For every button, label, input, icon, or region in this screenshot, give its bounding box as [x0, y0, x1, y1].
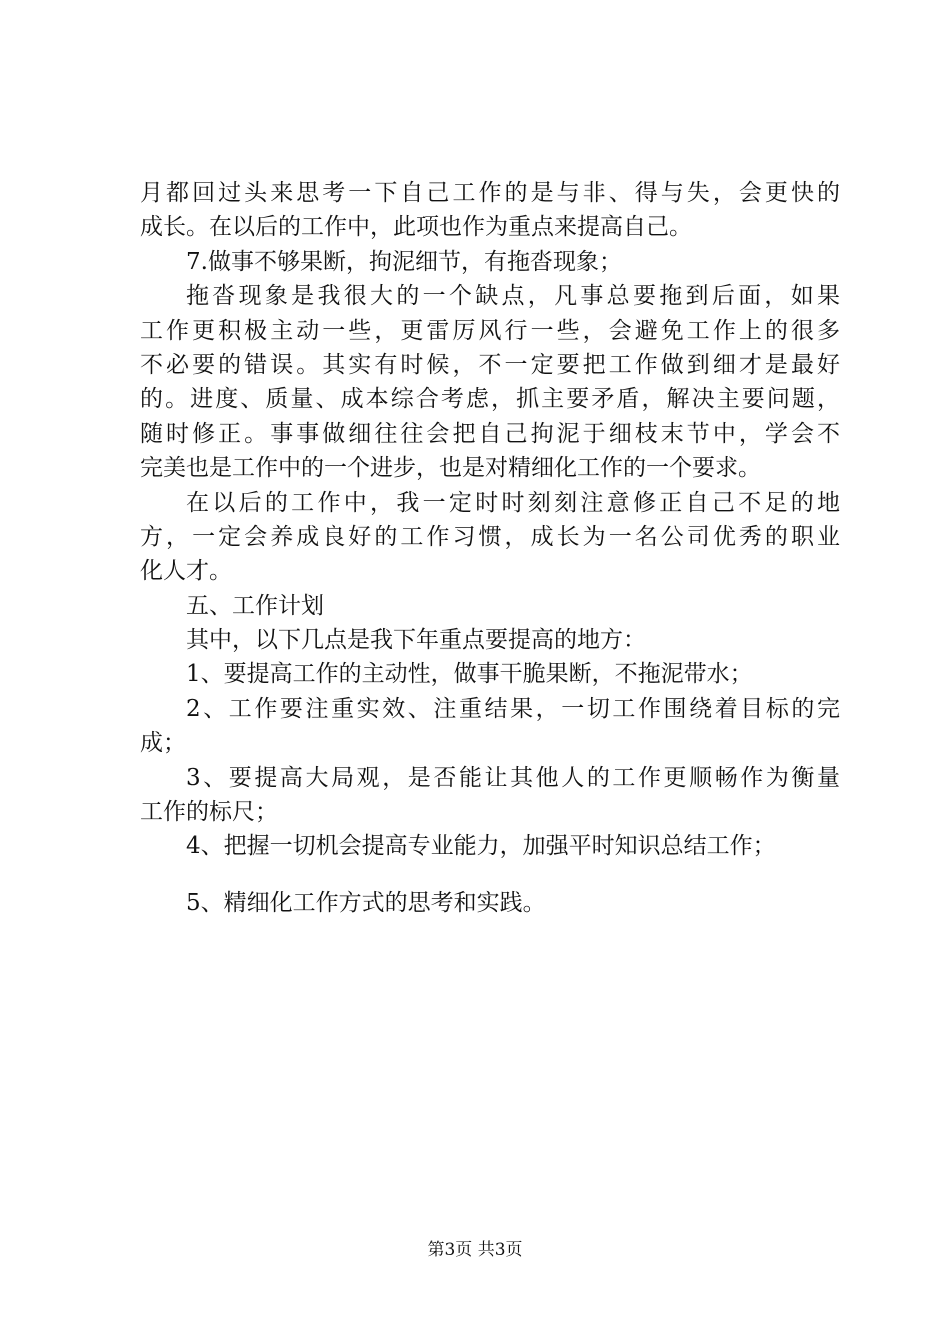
text-line: 化人才。	[140, 558, 232, 585]
text-line: 在以后的工作中，我一定时时刻刻注意修正自己不足的地	[186, 489, 840, 516]
text-line: 月都回过头来思考一下自己工作的是与非、得与失，会更快的	[140, 180, 840, 206]
text-line: 成；	[140, 730, 186, 757]
text-line: 的。进度、质量、成本综合考虑，抓主要矛盾，解决主要问题，	[140, 386, 840, 413]
text-line: 五、工作计划	[186, 592, 324, 619]
text-line: 成长。在以后的工作中，此项也作为重点来提高自己。	[140, 214, 692, 241]
text-line: 3、要提高大局观，是否能让其他人的工作更顺畅作为衡量	[186, 764, 840, 791]
text-line: 随时修正。事事做细往往会把自己拘泥于细枝末节中，学会不	[140, 420, 840, 447]
document-body	[140, 176, 840, 920]
text-line: 4、把握一切机会提高专业能力，加强平时知识总结工作；	[186, 833, 776, 860]
text-line: 5、精细化工作方式的思考和实践。	[186, 889, 546, 916]
text-line: 不必要的错误。其实有时候，不一定要把工作做到细才是最好	[140, 351, 840, 378]
text-line: 2、工作要注重实效、注重结果，一切工作围绕着目标的完	[186, 695, 840, 722]
text-line: 工作的标尺；	[140, 799, 278, 826]
text-line: 完美也是工作中的一个进步，也是对精细化工作的一个要求。	[140, 455, 761, 482]
text-line: 工作更积极主动一些，更雷厉风行一些，会避免工作上的很多	[140, 317, 840, 344]
page-footer: 第3页 共3页	[427, 1240, 523, 1260]
text-line: 拖沓现象是我很大的一个缺点，凡事总要拖到后面，如果	[186, 283, 840, 310]
text-line: 7.做事不够果断，拘泥细节，有拖沓现象；	[186, 248, 622, 275]
text-line: 方，一定会养成良好的工作习惯，成长为一名公司优秀的职业	[140, 523, 840, 550]
text-line: 其中，以下几点是我下年重点要提高的地方：	[186, 627, 646, 654]
text-line: 1、要提高工作的主动性，做事干脆果断，不拖泥带水；	[186, 661, 753, 688]
